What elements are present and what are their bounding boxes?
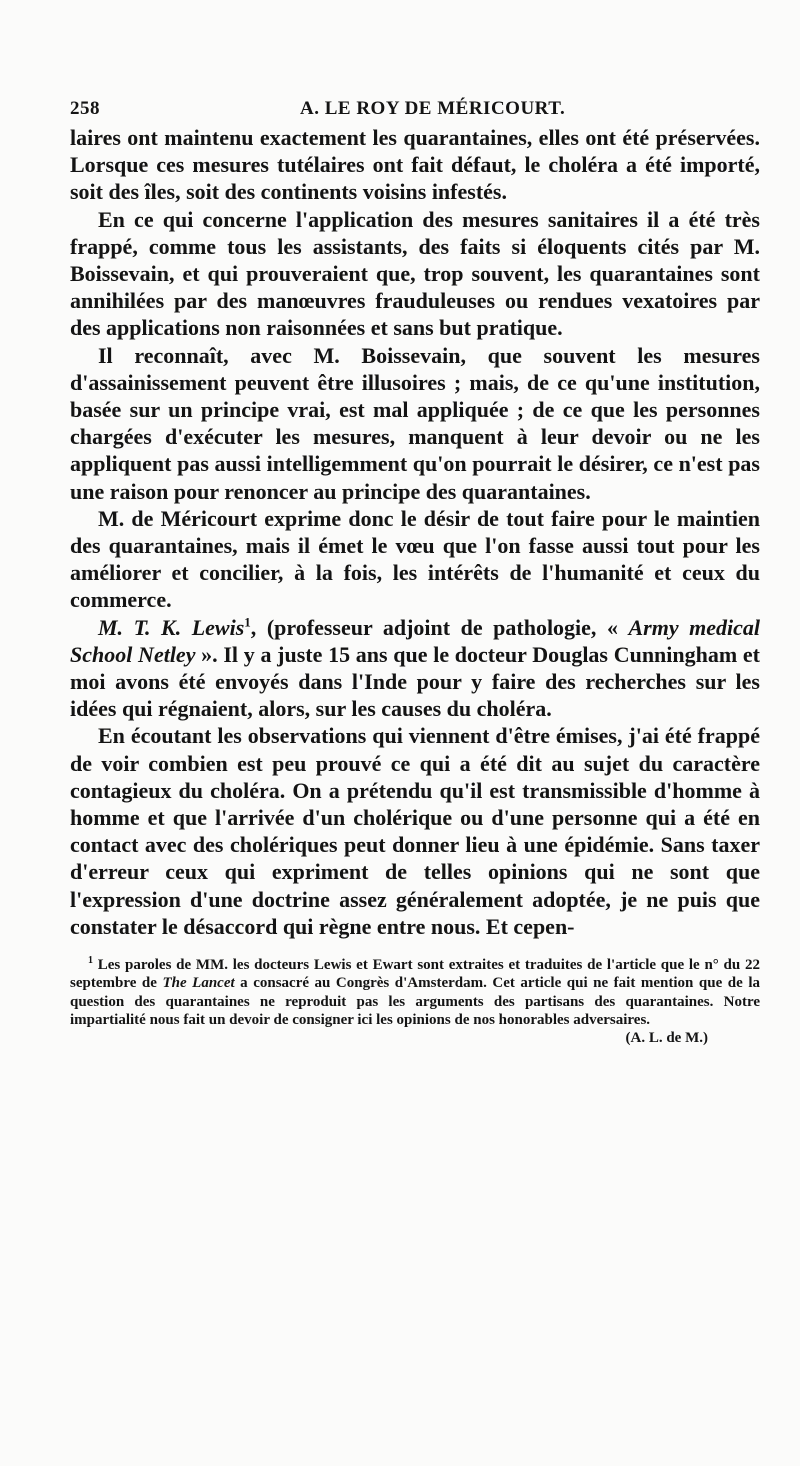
footnote-text-start: Les paroles de MM. les docteurs Lewis et Ewart sont extraites et traduites de l'article que le n° du 22 septembre de [70,957,760,992]
lewis-text: ». Il y a juste 15 ans que le docteur Douglas Cunningham et moi avons été envoyés dans l'Inde pour y faire des recherches sur les idées qui régnaient, alors, sur les causes du choléra. [70,641,760,722]
running-title: A. LE ROY DE MÉRICOURT. [300,98,566,119]
footnote-signature: (A. L. de M.) [625,1029,708,1046]
paragraph-lewis [70,614,760,723]
footnote-mark: 1 [88,955,93,967]
paragraph-mericourt-wish: M. de Méricourt exprime donc le désir de tout faire pour le maintien des quarantaines, mais il émet le vœu que l'on fasse aussi tout pour les améliorer et concilier, à la fois, les intérêts de l'humanité et ceux du commerce. [70,505,760,613]
body-text [70,124,760,940]
journal-title: The Lancet [162,975,235,992]
document-page [70,90,760,1450]
paragraph-sanitation: Il reconnaît, avec M. Boissevain, que souvent les mesures d'assainissement peuvent être illusoires ; mais, de ce qu'une institution, basée sur un principe vrai, est mal appliquée ; de ce que les personnes chargées d'exécuter les mesures, manquent à leur devoir ou ne les appliquent pas aussi intelligemment qu'on pourrait le désirer, ce n'est pas une raison pour renoncer au principe des quarantaines. [70,342,760,504]
running-head [70,90,760,124]
institution-name: Army medical School Netley [70,614,760,667]
paragraph-sanitary-measures: En ce qui concerne l'application des mesures sanitaires il a été très frappé, comme tous les assistants, des faits si éloquents cités par M. Boissevain, et qui prouveraient que, trop souvent, les quarantaines sont annihilées par des manœuvres frauduleuses ou rendues vexatoires par des applications non raisonnées et sans but pratique. [70,206,760,341]
footnote-1 [70,956,760,1029]
paragraph-continuation: laires ont maintenu exactement les quarantaines, elles ont été préservées. Lorsque ces mesures tutélaires ont fait défaut, le choléra a été importé, soit des îles, soit des continents voisins infestés. [70,125,760,205]
footnotes [70,956,760,1047]
speaker-name: M. T. K. Lewis [98,614,245,640]
affiliation-open: , (professeur adjoint de pathologie, « [250,614,629,640]
footnote-reference: 1 [244,614,251,630]
page-number: 258 [70,98,100,119]
paragraph-contagion: En écoutant les observations qui viennent d'être émises, j'ai été frappé de voir combien est peu prouvé ce qui a été dit au sujet du caractère contagieux du choléra. On a prétendu qu'il est transmissible d'homme à homme et que l'arrivée d'un cholérique ou d'une personne qui a été en contact avec des cholériques peut donner lieu à une épidémie. Sans taxer d'erreur ceux qui expriment de telles opinions qui ne sont que l'expression d'une doctrine assez généralement adoptée, je ne puis que constater le désaccord qui règne entre nous. Et cepen- [70,723,760,939]
footnote-text-end: a consacré au Congrès d'Amsterdam. Cet article qui ne fait mention que de la question des quarantaines ne reproduit pas les arguments des partisans des quarantaines. Notre impartialité nous fait un devoir de consigner ici les opinions de nos honorables adversaires. [70,975,760,1028]
